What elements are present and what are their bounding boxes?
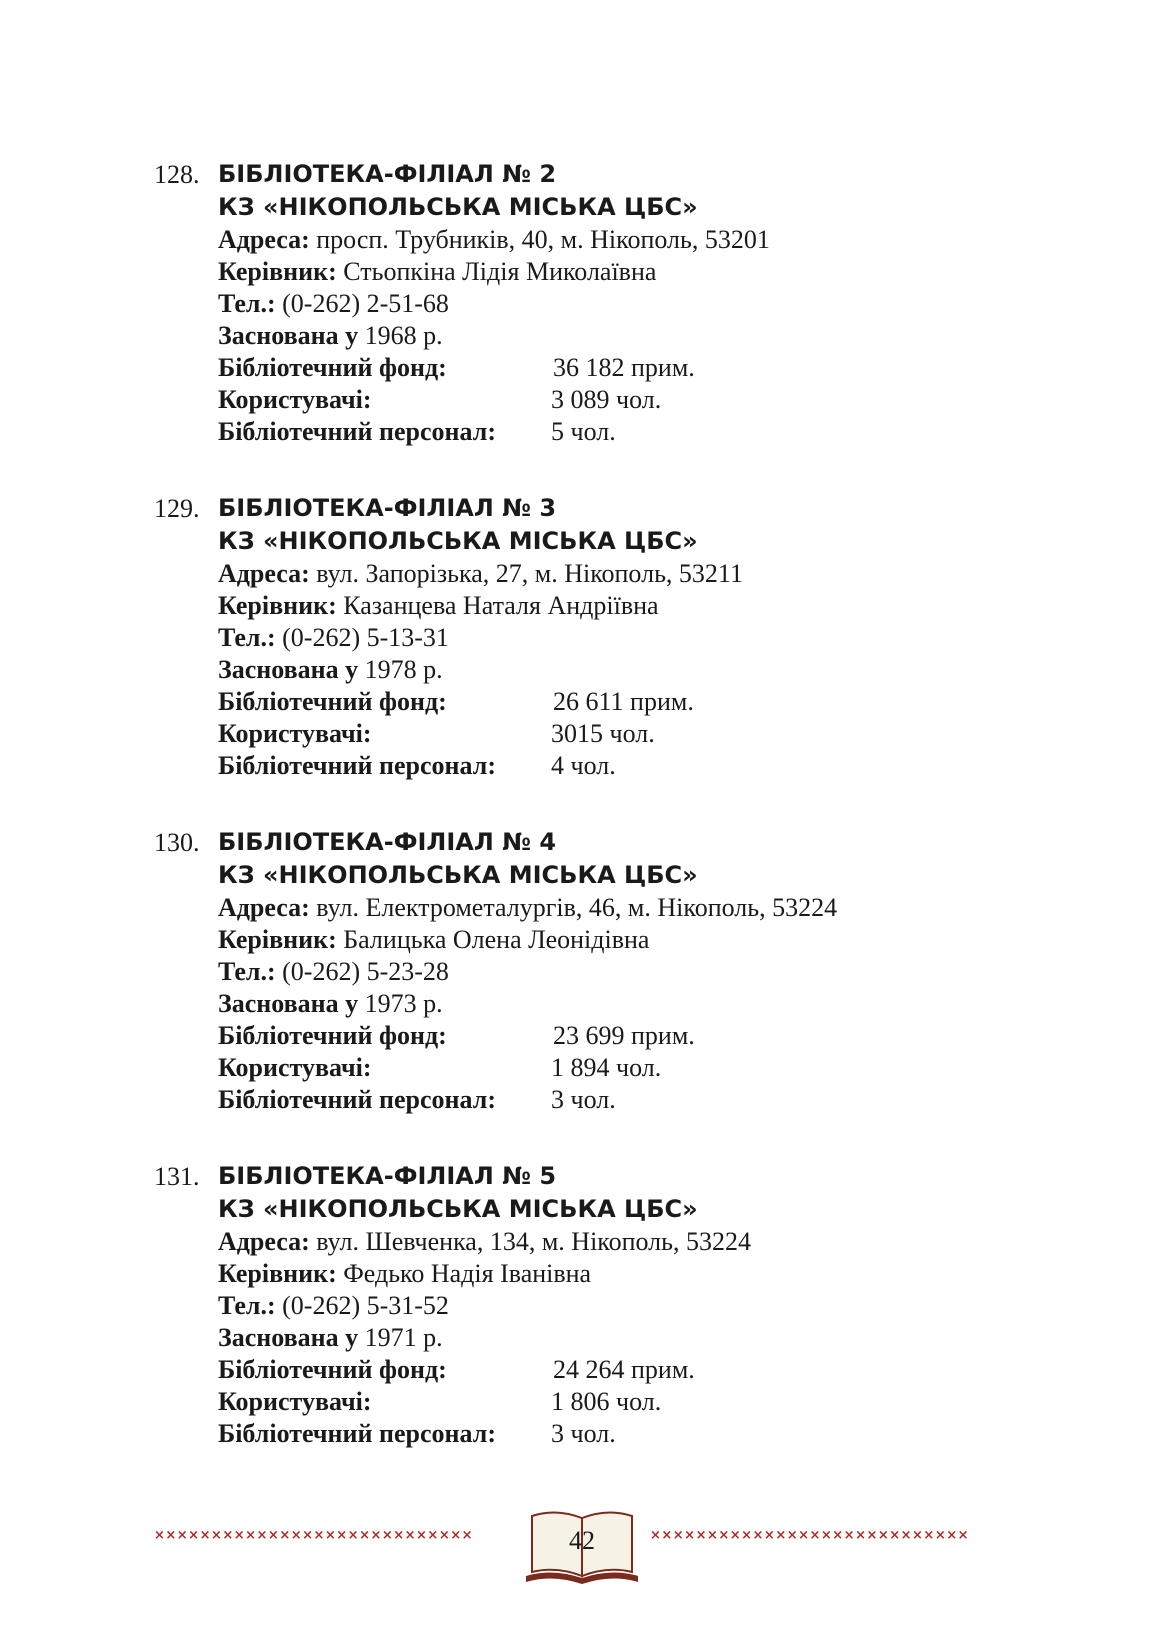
users-value: 3015 чол. — [551, 719, 655, 748]
founded-value: 1973 р. — [358, 989, 443, 1018]
address-line — [154, 558, 1054, 590]
fund-label: Бібліотечний фонд: — [218, 1021, 447, 1050]
ornament-border-left: ×××××××××××××××××××××××××××× — [154, 1528, 473, 1543]
address-label: Адреса: — [218, 1227, 310, 1256]
entry-heading-line-2 — [154, 191, 1054, 224]
address-line — [154, 224, 1054, 256]
head-value: Стьопкіна Лідія Миколаївна — [336, 257, 657, 286]
address-value: вул. Електрометалургів, 46, м. Нікополь, 53224 — [309, 893, 838, 922]
entry-title: БІБЛІОТЕКА-ФІЛІАЛ № 2 — [218, 160, 557, 188]
entry-number: 129. — [154, 494, 200, 523]
phone-label: Тел.: — [218, 1291, 276, 1320]
staff-value: 4 чол. — [551, 751, 616, 780]
founded-value: 1978 р. — [358, 655, 443, 684]
phone-line — [154, 956, 1054, 988]
staff-label: Бібліотечний персонал: — [218, 1085, 496, 1114]
users-line — [154, 384, 1054, 416]
founded-label: Заснована у — [218, 321, 359, 350]
founded-line — [154, 1322, 1054, 1354]
entry-number: 128. — [154, 160, 200, 189]
fund-label: Бібліотечний фонд: — [218, 353, 447, 382]
address-label: Адреса: — [218, 893, 310, 922]
address-value: вул. Шевченка, 134, м. Нікополь, 53224 — [309, 1227, 752, 1256]
library-entry-129 — [154, 492, 1054, 782]
staff-line — [154, 1084, 1054, 1116]
entry-heading-line-1 — [154, 492, 1054, 525]
ornament-border-right: ×××××××××××××××××××××××××××× — [650, 1528, 969, 1543]
fund-line — [154, 352, 1054, 384]
entry-number: 130. — [154, 828, 200, 857]
head-line — [154, 590, 1054, 622]
founded-value: 1968 р. — [358, 321, 443, 350]
users-label: Користувачі: — [218, 1387, 372, 1416]
fund-label: Бібліотечний фонд: — [218, 687, 447, 716]
fund-value: 26 611 прим. — [553, 687, 694, 716]
page-footer — [0, 1506, 1164, 1586]
head-value: Федько Надія Іванівна — [336, 1259, 592, 1288]
users-line — [154, 1386, 1054, 1418]
entry-heading-line-2 — [154, 1193, 1054, 1226]
founded-label: Заснована у — [218, 1323, 359, 1352]
staff-line — [154, 1418, 1054, 1450]
fund-line — [154, 686, 1054, 718]
entry-organization: КЗ «НІКОПОЛЬСЬКА МІСЬКА ЦБС» — [218, 861, 698, 889]
address-label: Адреса: — [218, 559, 310, 588]
fund-value: 36 182 прим. — [553, 353, 695, 382]
page-number: 42 — [569, 1526, 595, 1555]
staff-value: 3 чол. — [551, 1085, 616, 1114]
phone-line — [154, 288, 1054, 320]
entry-organization: КЗ «НІКОПОЛЬСЬКА МІСЬКА ЦБС» — [218, 527, 698, 555]
founded-label: Заснована у — [218, 989, 359, 1018]
phone-label: Тел.: — [218, 957, 276, 986]
phone-value: (0-262) 5-31-52 — [275, 1291, 449, 1320]
address-label: Адреса: — [218, 225, 310, 254]
users-value: 3 089 чол. — [551, 385, 662, 414]
entry-heading-line-2 — [154, 525, 1054, 558]
entry-heading-line-2 — [154, 859, 1054, 892]
entry-title: БІБЛІОТЕКА-ФІЛІАЛ № 5 — [218, 1162, 557, 1190]
founded-line — [154, 988, 1054, 1020]
staff-value: 3 чол. — [551, 1419, 616, 1448]
entry-organization: КЗ «НІКОПОЛЬСЬКА МІСЬКА ЦБС» — [218, 193, 698, 221]
entry-organization: КЗ «НІКОПОЛЬСЬКА МІСЬКА ЦБС» — [218, 1195, 698, 1223]
phone-value: (0-262) 5-13-31 — [275, 623, 449, 652]
address-line — [154, 892, 1054, 924]
fund-value: 23 699 прим. — [553, 1021, 695, 1050]
head-line — [154, 1258, 1054, 1290]
address-value: просп. Трубників, 40, м. Нікополь, 53201 — [309, 225, 770, 254]
library-entry-131 — [154, 1160, 1054, 1450]
founded-value: 1971 р. — [358, 1323, 443, 1352]
library-entry-128 — [154, 158, 1054, 448]
address-line — [154, 1226, 1054, 1258]
staff-line — [154, 750, 1054, 782]
phone-value: (0-262) 2-51-68 — [275, 289, 449, 318]
head-label: Керівник: — [218, 1259, 337, 1288]
users-line — [154, 718, 1054, 750]
entry-heading-line-1 — [154, 826, 1054, 859]
users-line — [154, 1052, 1054, 1084]
phone-label: Тел.: — [218, 623, 276, 652]
phone-label: Тел.: — [218, 289, 276, 318]
head-label: Керівник: — [218, 591, 337, 620]
staff-line — [154, 416, 1054, 448]
entry-number: 131. — [154, 1162, 200, 1191]
staff-value: 5 чол. — [551, 417, 616, 446]
entry-title: БІБЛІОТЕКА-ФІЛІАЛ № 3 — [218, 494, 557, 522]
fund-line — [154, 1020, 1054, 1052]
fund-label: Бібліотечний фонд: — [218, 1355, 447, 1384]
address-value: вул. Запорізька, 27, м. Нікополь, 53211 — [309, 559, 743, 588]
fund-line — [154, 1354, 1054, 1386]
head-label: Керівник: — [218, 925, 337, 954]
staff-label: Бібліотечний персонал: — [218, 1419, 496, 1448]
entry-title: БІБЛІОТЕКА-ФІЛІАЛ № 4 — [218, 828, 557, 856]
fund-value: 24 264 прим. — [553, 1355, 695, 1384]
users-value: 1 894 чол. — [551, 1053, 662, 1082]
head-value: Казанцева Наталя Андріївна — [336, 591, 659, 620]
founded-line — [154, 654, 1054, 686]
library-entry-130 — [154, 826, 1054, 1116]
staff-label: Бібліотечний персонал: — [218, 417, 496, 446]
head-line — [154, 924, 1054, 956]
head-label: Керівник: — [218, 257, 337, 286]
users-label: Користувачі: — [218, 1053, 372, 1082]
users-value: 1 806 чол. — [551, 1387, 662, 1416]
head-value: Балицька Олена Леонідівна — [336, 925, 650, 954]
phone-line — [154, 1290, 1054, 1322]
founded-label: Заснована у — [218, 655, 359, 684]
phone-line — [154, 622, 1054, 654]
entry-heading-line-1 — [154, 158, 1054, 191]
staff-label: Бібліотечний персонал: — [218, 751, 496, 780]
entry-heading-line-1 — [154, 1160, 1054, 1193]
founded-line — [154, 320, 1054, 352]
users-label: Користувачі: — [218, 719, 372, 748]
head-line — [154, 256, 1054, 288]
phone-value: (0-262) 5-23-28 — [275, 957, 449, 986]
users-label: Користувачі: — [218, 385, 372, 414]
